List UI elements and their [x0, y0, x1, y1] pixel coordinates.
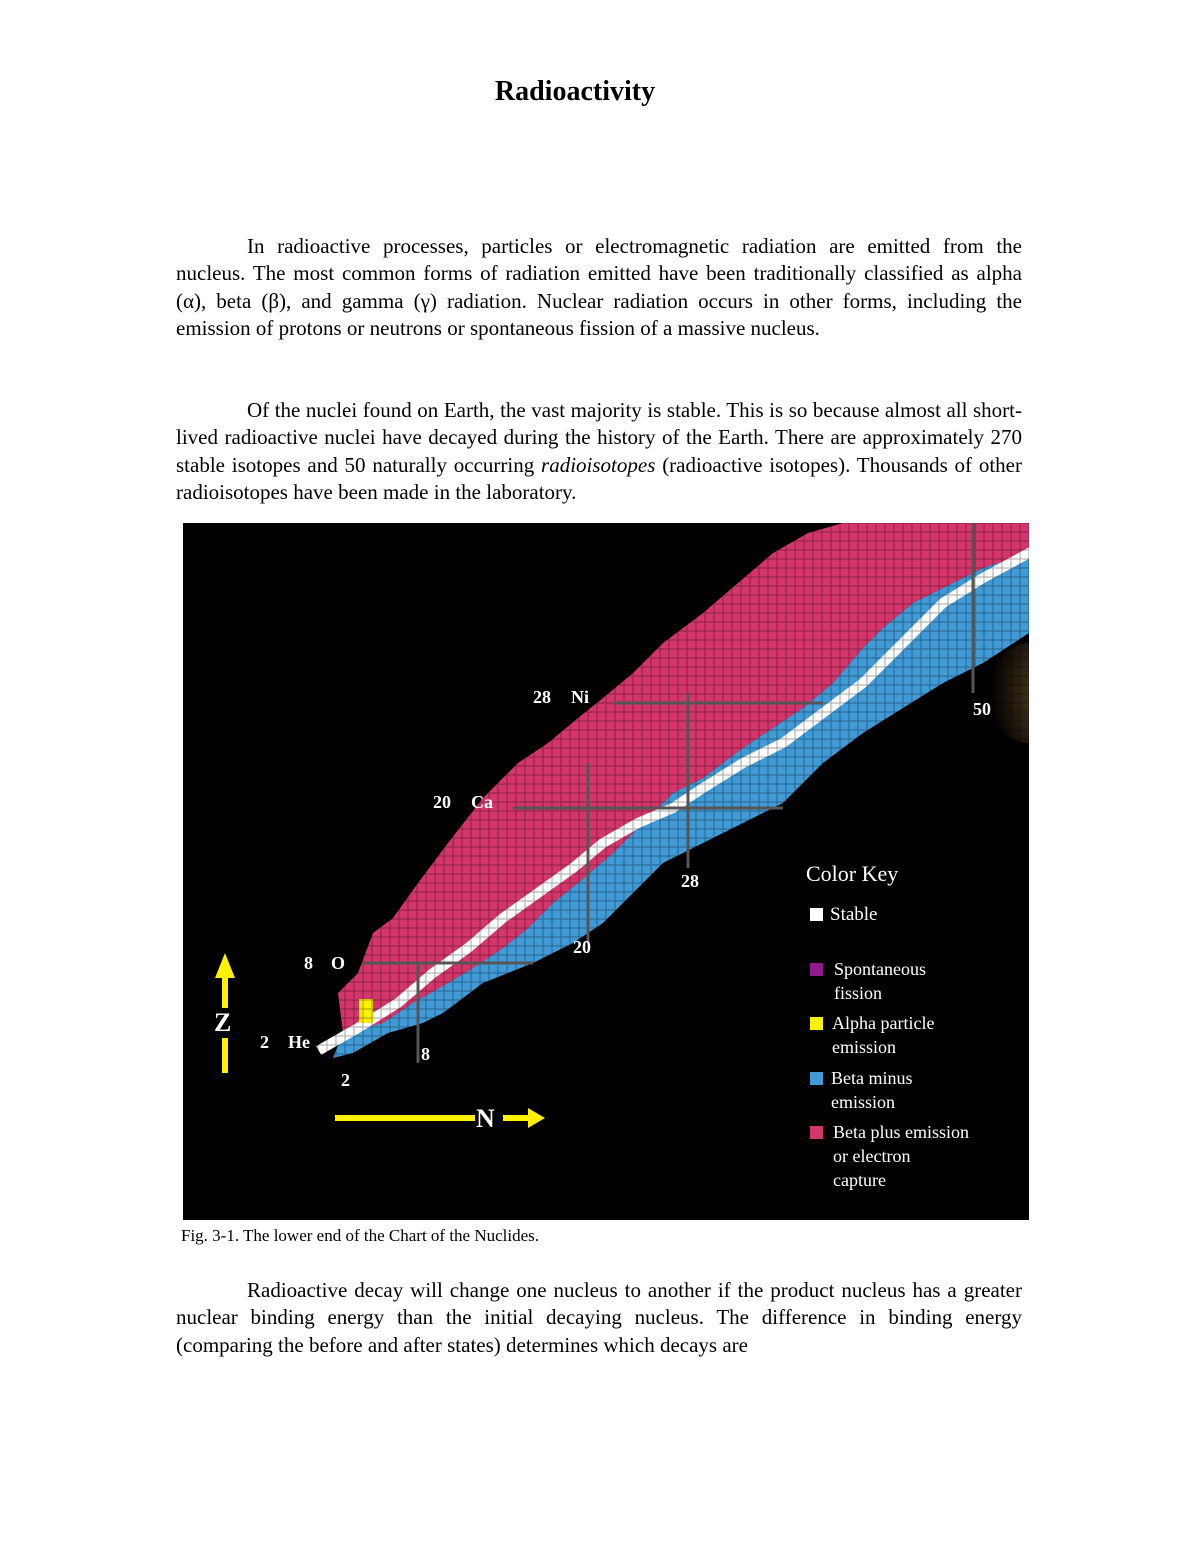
label-z28-symbol: Ni [571, 687, 589, 707]
key-label-beta-plus: Beta plus emission or electron capture [833, 1122, 969, 1190]
key-label-stable: Stable [830, 904, 878, 925]
axis-z-label: Z [214, 1008, 232, 1037]
axis-n-label: N [476, 1104, 495, 1133]
key-swatch-beta-plus [810, 1126, 823, 1139]
key-label-alpha: Alpha particle emission [832, 1013, 935, 1057]
n-arrow-shaft-right [503, 1115, 528, 1121]
paragraph-decay: Radioactive decay will change one nucleus to another if the product nucleus has a greater nuclear binding energy than the initial decaying nucleus. The difference in binding energy (comparing the before and after states) determines which decays are [176, 1278, 1022, 1357]
paragraph-stable-nuclei [176, 397, 1022, 507]
nuclide-band [183, 523, 1029, 1220]
label-z20-symbol: Ca [471, 792, 493, 812]
figure-caption: Fig. 3-1. The lower end of the Chart of the Nuclides. [181, 1226, 540, 1245]
label-n2: 2 [341, 1070, 350, 1090]
n-arrow-shaft-left [335, 1115, 475, 1121]
label-z2-number: 2 [260, 1032, 269, 1052]
paragraph-text-end: (radioactive isotopes). Thousands of other radioisotopes have been made in the laboratory. [176, 452, 1022, 505]
key-label-beta-minus: Beta minus emission [831, 1068, 913, 1112]
label-n8: 8 [421, 1044, 430, 1064]
key-swatch-alpha [810, 1017, 823, 1030]
label-n20: 20 [573, 937, 591, 957]
label-z8-number: 8 [304, 953, 313, 973]
emphasis-radioisotopes: radioisotopes [541, 452, 656, 477]
label-z20-number: 20 [433, 792, 451, 812]
label-z2-symbol: He [288, 1032, 310, 1052]
nuclide-chart-figure [183, 523, 1029, 1220]
key-swatch-fission [810, 963, 823, 976]
paragraph-text-start: Of the nuclei found on Earth, the vast majority is stable. This is so because almost all short-lived radioactive nuclei have decayed during the history of the Earth. There are approximately 270 stable isotopes and 50 naturally occurring [176, 398, 1022, 477]
key-swatch-beta-minus [810, 1072, 823, 1085]
grid-overlay [183, 523, 1029, 1220]
z-arrow-shaft-bottom [222, 1038, 228, 1073]
key-label-fission: Spontaneous fission [834, 959, 926, 1003]
paragraph-intro: In radioactive processes, particles or electromagnetic radiation are emitted from the nucleus. The most common forms of radiation emitted have been traditionally classified as alpha (α), beta (β), and gamma (γ) radiation. Nuclear radiation occurs in other forms, including the emission of protons or neutrons or spontaneous fission of a massive nucleus. [176, 234, 1022, 341]
label-z8-symbol: O [331, 953, 346, 973]
page-title: Radioactivity [494, 76, 656, 107]
label-z28-number: 28 [533, 687, 551, 707]
key-swatch-stable [810, 908, 823, 921]
nuclide-chart [183, 523, 1029, 1220]
z-arrow-shaft-top [222, 978, 228, 1008]
color-key-title: Color Key [806, 861, 899, 886]
label-n50: 50 [973, 699, 991, 719]
label-n28: 28 [681, 871, 699, 891]
